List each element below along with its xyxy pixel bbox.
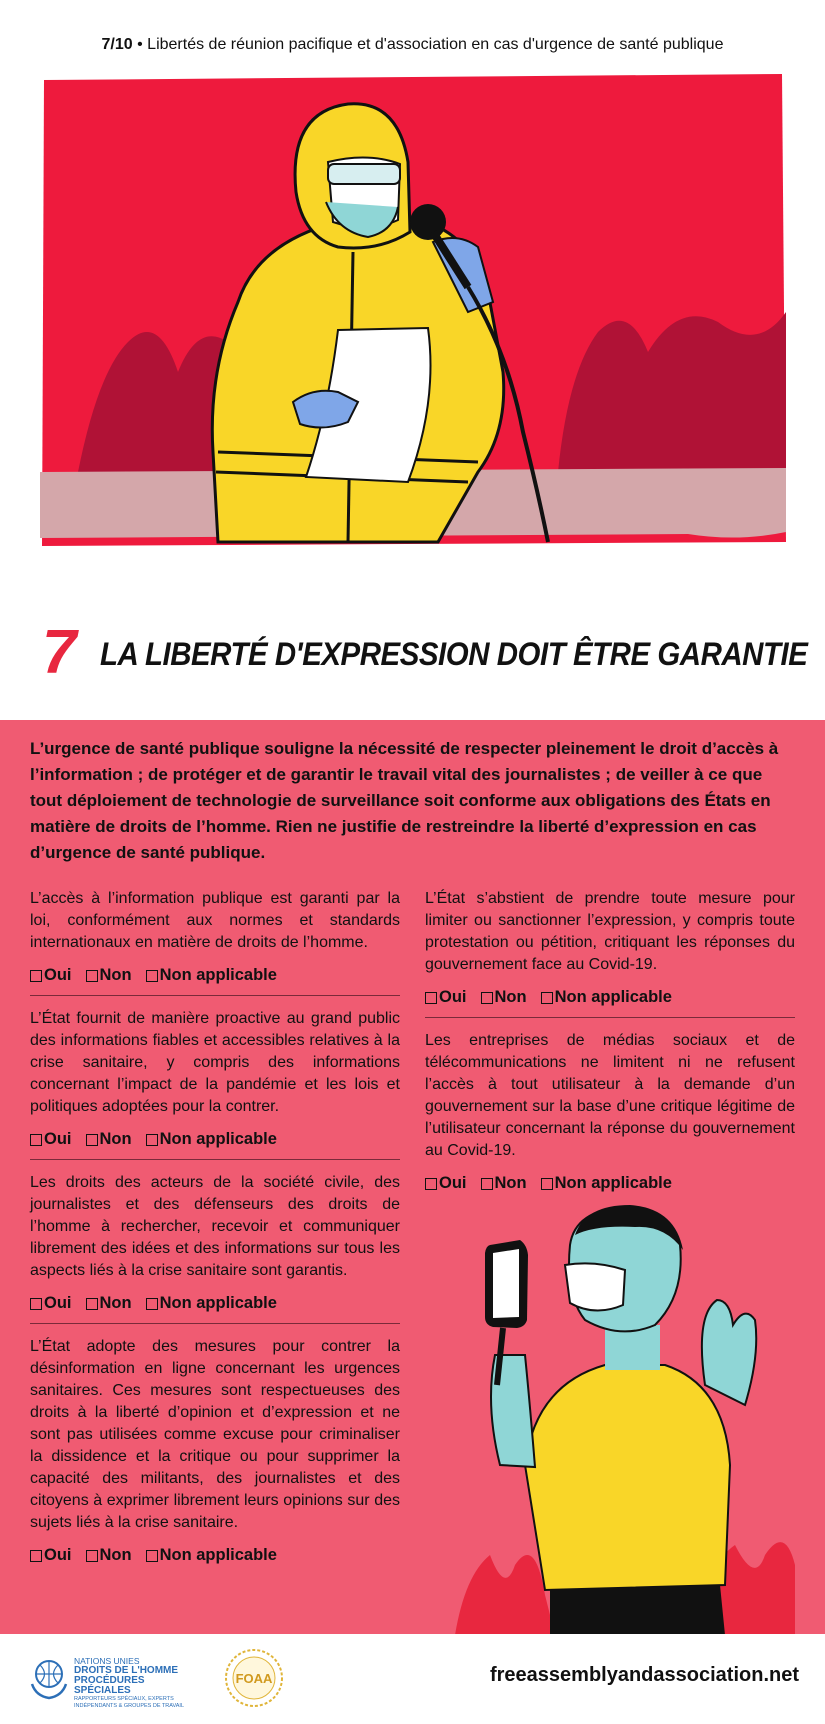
checklist-item (425, 888, 795, 1018)
left-column (30, 888, 400, 1587)
checklist-item (30, 1172, 400, 1324)
option-yes[interactable]: Oui (425, 988, 467, 1007)
item-text: Les droits des acteurs de la société civile, des journalistes et des défenseurs des droits de l’homme à rechercher, recevoir et communiquer librement des idées et des informations sur tous les aspects liés à la crise sanitaire sont garantis. (30, 1174, 400, 1279)
un-subtitle: DROITS DE L'HOMME (74, 1665, 179, 1676)
speaker-hazmat-illustration (38, 72, 788, 592)
checkbox-icon[interactable] (30, 1298, 42, 1310)
option-yes[interactable]: Oui (30, 1294, 72, 1313)
intro-paragraph: L’urgence de santé publique souligne la nécessité de respecter pleinement le droit d’accès à l’information ; de protéger et de garantir le travail vital des journalistes ; de veiller à ce que tout déploiement de technologie de surveillance soit conforme aux obligations des États en matière de droits de l’homme. Rien ne justifie de restreindre la liberté d’expression en cas d’urgence de santé publique. (30, 739, 779, 862)
answer-options (30, 966, 400, 985)
option-no[interactable]: Non (481, 1174, 527, 1193)
option-na[interactable]: Non applicable (146, 966, 277, 985)
checkbox-icon[interactable] (146, 1134, 158, 1146)
option-no[interactable]: Non (86, 1294, 132, 1313)
principle-number: 7 (42, 618, 75, 687)
checklist-item (425, 1030, 795, 1203)
page-number: 7/10 (101, 36, 133, 53)
option-no[interactable]: Non (86, 1546, 132, 1565)
option-no[interactable]: Non (86, 966, 132, 985)
checkbox-icon[interactable] (86, 970, 98, 982)
un-emblem-icon (26, 1654, 72, 1700)
checkbox-icon[interactable] (86, 1134, 98, 1146)
checkbox-icon[interactable] (146, 1298, 158, 1310)
foaa-wordmark: FOAA (235, 1671, 273, 1686)
item-text: L’État adopte des mesures pour contrer la désinformation en ligne concernant les urgences sanitaires. Ces mesures sont respectueuses des droits à la liberté d’opinion et d’expression et ne sont pas utilisées comme excuse pour criminaliser la dissidence et la critique ou pour supprimer la capacité des militants, des journalistes et des citoyens à exprimer librement leurs opinions sur des sujets liés à la crise sanitaire. (30, 1338, 400, 1531)
answer-options (30, 1294, 400, 1313)
option-na[interactable]: Non applicable (146, 1294, 277, 1313)
answer-options (425, 988, 795, 1007)
header-separator: • (137, 36, 143, 53)
un-name: NATIONS UNIES (74, 1656, 140, 1666)
footer (0, 1634, 825, 1724)
hero-illustration (38, 72, 788, 592)
checkbox-icon[interactable] (541, 992, 553, 1004)
principle-title: LA LIBERTÉ D'EXPRESSION DOIT ÊTRE GARANTIE (100, 636, 808, 672)
person-with-phone-illustration (455, 1205, 795, 1635)
checklist-item (30, 1336, 400, 1575)
option-na[interactable]: Non applicable (146, 1546, 277, 1565)
website-link[interactable]: freeassemblyandassociation.net (489, 1664, 799, 1686)
checkbox-icon[interactable] (86, 1298, 98, 1310)
foaa-logo[interactable] (222, 1646, 286, 1710)
checklist-item (30, 888, 400, 996)
principle-heading (0, 618, 825, 688)
un-text-block (74, 1656, 191, 1710)
checkbox-icon[interactable] (481, 992, 493, 1004)
item-text: L’accès à l’information publique est garanti par la loi, conformément aux normes et standards internationaux en matière de droits de l’homme. (30, 890, 400, 951)
header-title: Libertés de réunion pacifique et d'association en cas d'urgence de santé publique (147, 36, 724, 53)
answer-options (30, 1546, 400, 1565)
un-special-procedures: PROCÉDURES SPÉCIALES (74, 1675, 145, 1696)
answer-options (30, 1130, 400, 1149)
checkbox-icon[interactable] (146, 1550, 158, 1562)
checkbox-icon[interactable] (425, 992, 437, 1004)
option-no[interactable]: Non (86, 1130, 132, 1149)
item-text: L’État s’abstient de prendre toute mesure pour limiter ou sanctionner l’expression, y compris toute protestation ou pétition, critiquant les réponses du gouvernement face au Covid-19. (425, 890, 795, 973)
item-text: Les entreprises de médias sociaux et de télécommunications ne limitent ni ne refusent l’accès à tout utilisateur à la demande d’un gouvernement sur la base d’une critique légitime de l’utilisateur concernant la réponse du gouvernement au Covid-19. (425, 1032, 795, 1159)
option-yes[interactable]: Oui (30, 966, 72, 985)
item-text: L’État fournit de manière proactive au grand public des informations fiables et accessibles relatives à la crise sanitaire, y compris des informations concernant l’impact de la pandémie et les lois et politiques adoptées pour la contrer. (30, 1010, 400, 1115)
option-na[interactable]: Non applicable (541, 988, 672, 1007)
citizen-filming-illustration (455, 1205, 795, 1635)
checkbox-icon[interactable] (425, 1178, 437, 1190)
checkbox-icon[interactable] (30, 970, 42, 982)
option-yes[interactable]: Oui (30, 1546, 72, 1565)
page-header (0, 36, 825, 54)
option-na[interactable]: Non applicable (541, 1174, 672, 1193)
checkbox-icon[interactable] (481, 1178, 493, 1190)
checkbox-icon[interactable] (30, 1134, 42, 1146)
option-no[interactable]: Non (481, 988, 527, 1007)
option-yes[interactable]: Oui (30, 1130, 72, 1149)
checkbox-icon[interactable] (146, 970, 158, 982)
checkbox-icon[interactable] (30, 1550, 42, 1562)
answer-options (425, 1174, 795, 1193)
checkbox-icon[interactable] (86, 1550, 98, 1562)
un-human-rights-logo[interactable] (26, 1648, 191, 1708)
checkbox-icon[interactable] (541, 1178, 553, 1190)
option-yes[interactable]: Oui (425, 1174, 467, 1193)
checklist-item (30, 1008, 400, 1160)
option-na[interactable]: Non applicable (146, 1130, 277, 1149)
un-mandates: RAPPORTEURS SPÉCIAUX, EXPERTS INDÉPENDANTS & GROUPES DE TRAVAIL (74, 1696, 185, 1709)
right-column (425, 888, 795, 1215)
